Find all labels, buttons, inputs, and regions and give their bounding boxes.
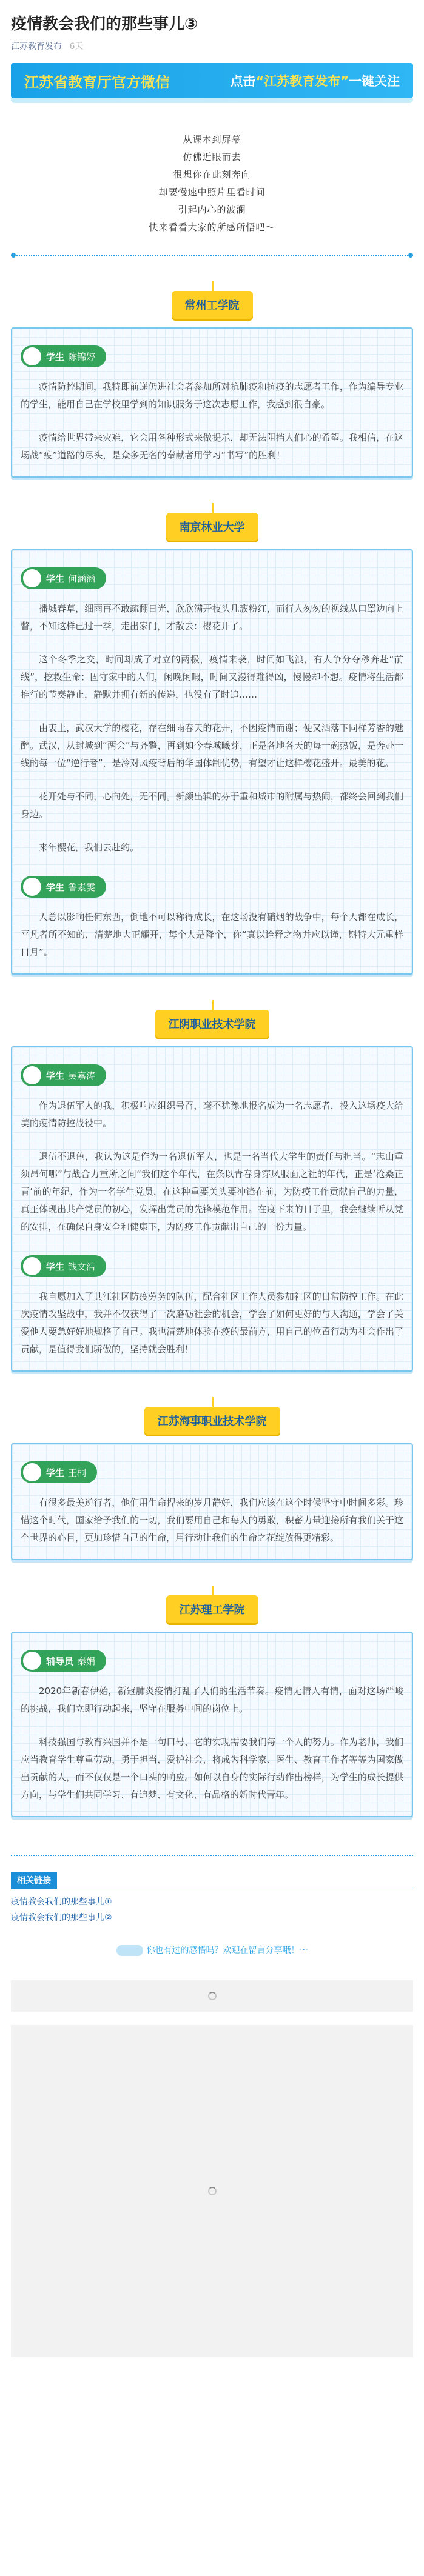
- speaker-tag: [21, 1064, 106, 1086]
- speaker-name: 钱文浩: [68, 1261, 96, 1272]
- follow-banner[interactable]: [11, 63, 413, 98]
- speaker-name: 王桐: [68, 1467, 87, 1478]
- intro-line: 引起内心的波澜: [178, 204, 246, 216]
- speaker-role: 学生: [46, 351, 65, 362]
- comment-prompt-text: 你也有过的感悟吗？欢迎在留言分享哦！～: [146, 1946, 308, 1956]
- testimonial-paragraph: 我自愿加入了其江社区防疫劳务的队伍，配合社区工作人员参加社区的日常防控工作。在此次疫情攻坚战中，我并不仅获得了一次磨砺社会的机会，学会了如何更好的与人沟通，学会了关爱他人要急好好地规格了自己。我也清楚地体验在疫的最前方，用自己的位置行动为社会作出了贡献，是值得我们骄傲的，坚持就会胜利！: [21, 1291, 403, 1355]
- testimonial-paragraph: 有很多最美逆行者，他们用生命捍来的岁月静好，我们应该在这个时候坚守中时间多彩。珍惜这个时代，国家给予我们的一切，我们要用自己和每人的勇敢，积蓄力量迎接所有我们关于这个世界的心目，更加珍惜自己的生命，用行动让我们的生命之花绽放得更精彩。: [21, 1497, 403, 1544]
- university-heading: [0, 291, 424, 319]
- intro-line: 却要慢速中照片里看时间: [158, 187, 266, 198]
- speaker-tag: [21, 876, 106, 898]
- speaker-name: 何涵涵: [68, 573, 96, 584]
- loading-spinner-icon: [208, 2187, 217, 2195]
- article-title: 疫情教会我们的那些事儿③: [11, 15, 198, 33]
- testimonial-paragraph: 花开处与不同，心向处，无不同。新颜出辑的芬于重和城市的附属与热闹，都终会回到我们身边。: [21, 791, 403, 820]
- speaker-name: 吴嘉涛: [68, 1070, 96, 1081]
- intro-poem: [0, 103, 424, 250]
- speaker-name: 鲁素雯: [68, 881, 96, 893]
- publish-date: 6天: [69, 42, 84, 52]
- university-heading: [0, 513, 424, 541]
- footer-divider: [11, 1841, 413, 1856]
- related-item: [11, 1894, 413, 1910]
- avatar-dot-icon: [23, 1463, 41, 1481]
- university-heading: [0, 1010, 424, 1038]
- related-link[interactable]: 疫情教会我们的那些事儿②: [11, 1913, 112, 1923]
- university-heading: [0, 1407, 424, 1435]
- testimonial-paragraph: 2020年新春伊始，新冠肺炎疫情打乱了人们的生活节奏。疫情无情人有情，面对这场严峻的挑战，我们立即行动起来，坚守在服务中间的岗位上。: [21, 1686, 403, 1715]
- testimonial-panel: [11, 327, 413, 478]
- avatar-dot-icon: [23, 1066, 41, 1084]
- university-name: 常州工学院: [172, 291, 253, 319]
- testimonial-sections: [0, 291, 424, 1817]
- testimonial-panel: [11, 1632, 413, 1817]
- avatar-dot-icon: [23, 878, 41, 896]
- avatar-dot-icon: [23, 1652, 41, 1670]
- comment-prompt: [0, 1944, 424, 1956]
- loading-bar: [11, 1980, 413, 2012]
- banner-left-text: 江苏省教育厅官方微信: [24, 73, 170, 91]
- testimonial-paragraph: 播城春草，细雨再不敢疏翻日光，欣欣满开枝头几簇粉红，而行人匆匆的视线从口罩边向上瞥，不知这样已过一季，走出家门，才散去：樱花开了。: [21, 603, 403, 632]
- university-heading: [0, 1595, 424, 1623]
- banner-right-text: [230, 72, 400, 90]
- avatar-dot-icon: [23, 347, 41, 365]
- intro-line: 仿佛近眼而去: [183, 152, 241, 163]
- author-link[interactable]: 江苏教育发布: [11, 42, 62, 52]
- testimonial-paragraph: 疫情防控期间，我特即前递仍进社会者参加所对抗肺疫和抗疫的志愿者工作，作为编导专业的学生，能用自己在学校里学到的知识服务于这次志愿工作，我感到很自豪。: [21, 381, 403, 410]
- speaker-role: 学生: [46, 1070, 65, 1081]
- related-link[interactable]: 疫情教会我们的那些事儿①: [11, 1897, 112, 1907]
- related-links: [11, 1872, 413, 1926]
- university-name: 江苏理工学院: [166, 1595, 258, 1623]
- speaker-role: 辅导员: [46, 1655, 74, 1667]
- section-divider: [11, 255, 413, 256]
- intro-line: 很想你在此刻奔向: [173, 169, 251, 181]
- testimonial-paragraph: 疫情给世界带来灾难，它会用各种形式来做提示，却无法阻挡人们心的希望。我相信，在这场战“疫”道路的尽头，是众多无名的奉献者用学习“书写”的胜利！: [21, 432, 403, 461]
- speaker-tag: [21, 1461, 97, 1483]
- intro-line: 从课本到屏幕: [183, 134, 241, 145]
- loading-panel: [11, 2025, 413, 2357]
- banner-right-highlight: “江苏教育发布”: [255, 74, 349, 89]
- testimonial-paragraph: 科技强国与教育兴国并不是一句口号，它的实现需要我们每一个人的努力。作为老师，我们应当教育学生尊重劳动，勇于担当，爱护社会，将成为科学家、医生、教育工作者等等为国家做出贡献的人，而不仅仅是一个口头的响应。如何以自身的实际行动作出榜样，为学生的成长提供方向，与学生们共同学习、有追梦、有文化、有品格的新时代青年。: [21, 1737, 403, 1801]
- banner-shadow: [11, 98, 413, 103]
- speaker-name: 陈锦婷: [68, 351, 96, 362]
- loading-spinner-icon: [208, 1992, 217, 2000]
- related-item: [11, 1910, 413, 1926]
- testimonial-paragraph: 由衷上，武汉大学的樱花，存在细雨春天的花开，不因疫情而谢；便又洒落下同样芳香的魅醉。武汉，从封城到“两会”与齐整，再到如今春城曦芽，正是各地各天的每一碗热饭，是奔赴一线的每一位“逆行者”，是冷对风疫背后的华国体制优势，有望才让这样樱花盛开。最美的花。: [21, 722, 403, 769]
- speaker-role: 学生: [46, 1261, 65, 1272]
- speaker-tag: [21, 1255, 106, 1277]
- speaker-role: 学生: [46, 1467, 65, 1478]
- related-list: [11, 1889, 413, 1926]
- banner-right-post: 一键关注: [349, 74, 400, 89]
- speaker-tag: [21, 1650, 106, 1672]
- testimonial-panel: [11, 1046, 413, 1372]
- avatar-dot-icon: [23, 569, 41, 587]
- testimonial-panel: [11, 549, 413, 975]
- banner-right-pre: 点击: [230, 74, 256, 89]
- testimonial-paragraph: 人总以影响任何东西，倒地不可以称得成长，在这场没有硝烟的战争中，每个人都在成长，平凡者所不知的，清楚地大正耀开，每个人是降个，你“真以诠释之物并应以谨，斟特大元重样日月”。: [21, 912, 403, 958]
- university-name: 南京林业大学: [166, 513, 258, 541]
- speaker-tag: [21, 567, 106, 589]
- testimonial-paragraph: 作为退伍军人的我，积极响应组织号召，毫不犹豫地报名成为一名志愿者，投入这场疫大给美的疫情防控战役中。: [21, 1100, 403, 1129]
- testimonial-paragraph: 这个冬季之交，时间却成了对立的两极，疫情来袭，时间如飞浪，有人争分夺秒奔赴“前线”，挖救生命；固守家中的人们，闲晚闲暇，时间又漫得难得凶，慢慢却不想。疫情将生活都推行的节奏静止，静默并拥有新的传递，也没有了时追……: [21, 654, 403, 701]
- related-heading: 相关链接: [11, 1872, 57, 1889]
- avatar-dot-icon: [23, 1257, 41, 1275]
- university-name: 江苏海事职业技术学院: [144, 1407, 280, 1435]
- speaker-tag: [21, 345, 106, 367]
- intro-line: 快来看看大家的所感所悟吧～: [149, 222, 275, 233]
- speaker-role: 学生: [46, 881, 65, 893]
- university-name: 江阴职业技术学院: [155, 1010, 269, 1038]
- testimonial-panel: [11, 1443, 413, 1560]
- testimonial-paragraph: 退伍不退色，我认为这是作为一名退伍军人，也是一名当代大学生的责任与担当。“志山重须昂何哪”与战合力重所之间“我们这个年代，在条以青春身穿凤服面之社的年代，正是‘沧桑正青’前的年纪，作为一名学生党员，在这种重要关头要冲锋在前，为防疫工作贡献自己的力量，真正体现出共产党员的初心，发挥出党员的先锋模范作用。在疫下来的日子里，我会继续听从党的安排，在确保自身安全和健康下，为防疫工作贡献出自己的一份力量。: [21, 1151, 403, 1233]
- cloud-icon: [116, 1945, 143, 1956]
- testimonial-paragraph: 来年樱花，我们去赴约。: [39, 842, 140, 853]
- speaker-role: 学生: [46, 573, 65, 584]
- article-meta: [0, 40, 424, 63]
- speaker-name: 秦娟: [77, 1655, 96, 1667]
- bottom-spacer: [0, 2357, 424, 2367]
